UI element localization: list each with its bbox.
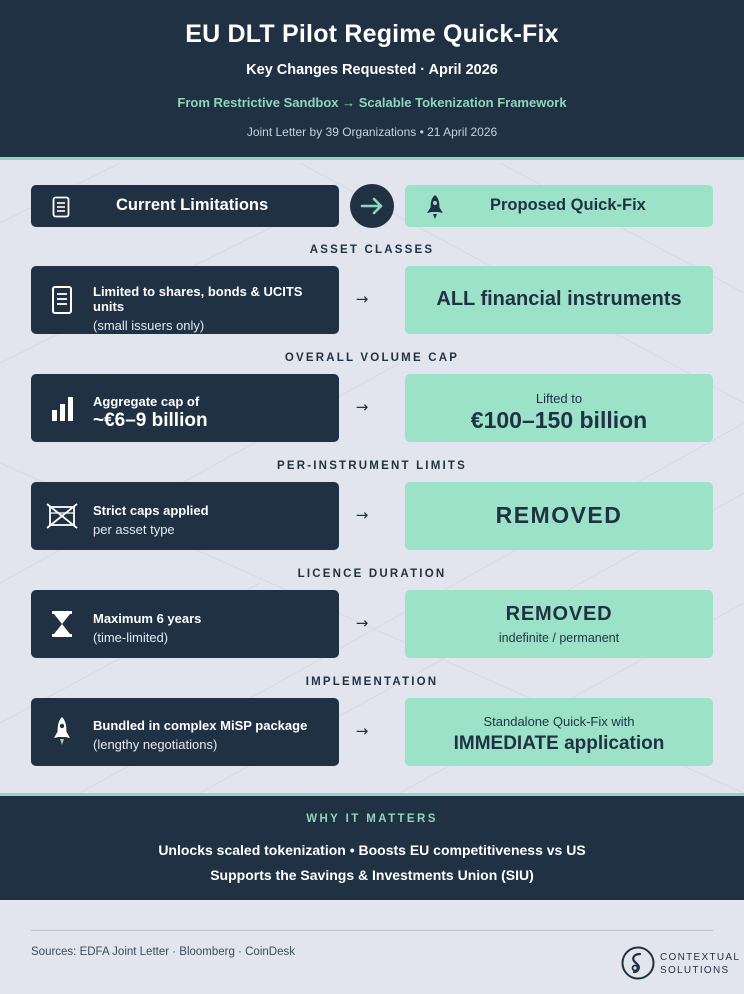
hourglass-icon [45,607,79,641]
licence-duration-proposed [405,590,713,658]
framework-tagline: From Restrictive Sandbox → Scalable Tokenization Framework [177,95,567,110]
why-it-matters-line-1: Unlocks scaled tokenization • Boosts EU competitiveness vs US [158,842,586,858]
page-subtitle: Key Changes Requested · April 2026 [246,62,498,78]
volume-cap-proposed [405,374,713,442]
asset-classes-proposed-text: ALL financial instruments [436,288,682,310]
volume-cap-proposed-value: €100–150 billion [470,407,648,433]
section-label-asset-classes: ASSET CLASSES [309,244,435,256]
logo-wordmark [660,951,740,977]
document-icon [52,196,70,218]
current-limitations-title: Current Limitations [116,196,269,214]
asset-classes-current [31,266,339,334]
arrow-right-icon [350,184,394,228]
volume-cap-proposed-label: Lifted to [535,391,583,406]
row-arrow: → [355,506,369,524]
why-it-matters-label: WHY IT MATTERS [306,813,438,825]
why-it-matters-line-2: Supports the Savings & Investments Union (SIU) [210,867,534,883]
implementation-current [31,698,339,766]
header-banner [0,0,744,160]
asset-classes-current-text: Limited to shares, bonds & UCITS units [93,284,303,314]
volume-cap-current-value: ~€6–9 billion [93,410,208,431]
licence-duration-current [31,590,339,658]
section-label-licence-duration: LICENCE DURATION [297,568,447,580]
section-label-per-instrument: PER-INSTRUMENT LIMITS [277,460,467,472]
document-icon [45,283,79,317]
implementation-proposed-value: IMMEDIATE application [453,733,665,754]
licence-duration-current-note: (time-limited) [93,630,169,645]
crossed-box-icon [45,499,79,533]
per-instrument-current-note: per asset type [93,522,175,537]
licence-duration-proposed-text: REMOVED [505,603,613,625]
implementation-current-text: Bundled in complex MiSP package [93,718,308,733]
proposed-quickfix-title: Proposed Quick-Fix [490,196,646,214]
volume-cap-current-text: Aggregate cap of [93,394,200,409]
per-instrument-current-text: Strict caps applied [93,503,209,518]
proposed-quickfix-header [405,185,713,227]
letter-info: Joint Letter by 39 Organizations • 21 April 2026 [246,125,498,139]
implementation-current-note: (lengthy negotiations) [93,737,218,752]
row-arrow: → [355,398,369,416]
row-arrow: → [355,290,369,308]
row-arrow: → [355,722,369,740]
per-instrument-current [31,482,339,550]
section-label-implementation: IMPLEMENTATION [305,676,439,688]
volume-cap-current [31,374,339,442]
why-it-matters-banner [0,793,744,900]
per-instrument-proposed-text: REMOVED [495,502,623,528]
rocket-icon [45,715,79,749]
footer-divider [31,930,713,931]
rocket-icon [425,194,445,220]
per-instrument-proposed [405,482,713,550]
sources-text: Sources: EDFA Joint Letter · Bloomberg · CoinDesk [31,946,295,958]
logo-line-2: SOLUTIONS [660,965,730,976]
contextual-solutions-logo-icon [621,946,655,980]
asset-classes-current-note: (small issuers only) [93,318,205,333]
licence-duration-current-text: Maximum 6 years [93,611,202,626]
licence-duration-proposed-note: indefinite / permanent [498,631,620,645]
implementation-proposed-label: Standalone Quick-Fix with [483,714,635,729]
bar-chart-icon [45,391,79,425]
page-title: EU DLT Pilot Regime Quick-Fix [185,20,559,48]
current-limitations-header [31,185,339,227]
row-arrow: → [355,614,369,632]
logo-line-1: CONTEXTUAL [660,952,741,963]
section-label-volume-cap: OVERALL VOLUME CAP [284,352,460,364]
implementation-proposed [405,698,713,766]
asset-classes-proposed [405,266,713,334]
